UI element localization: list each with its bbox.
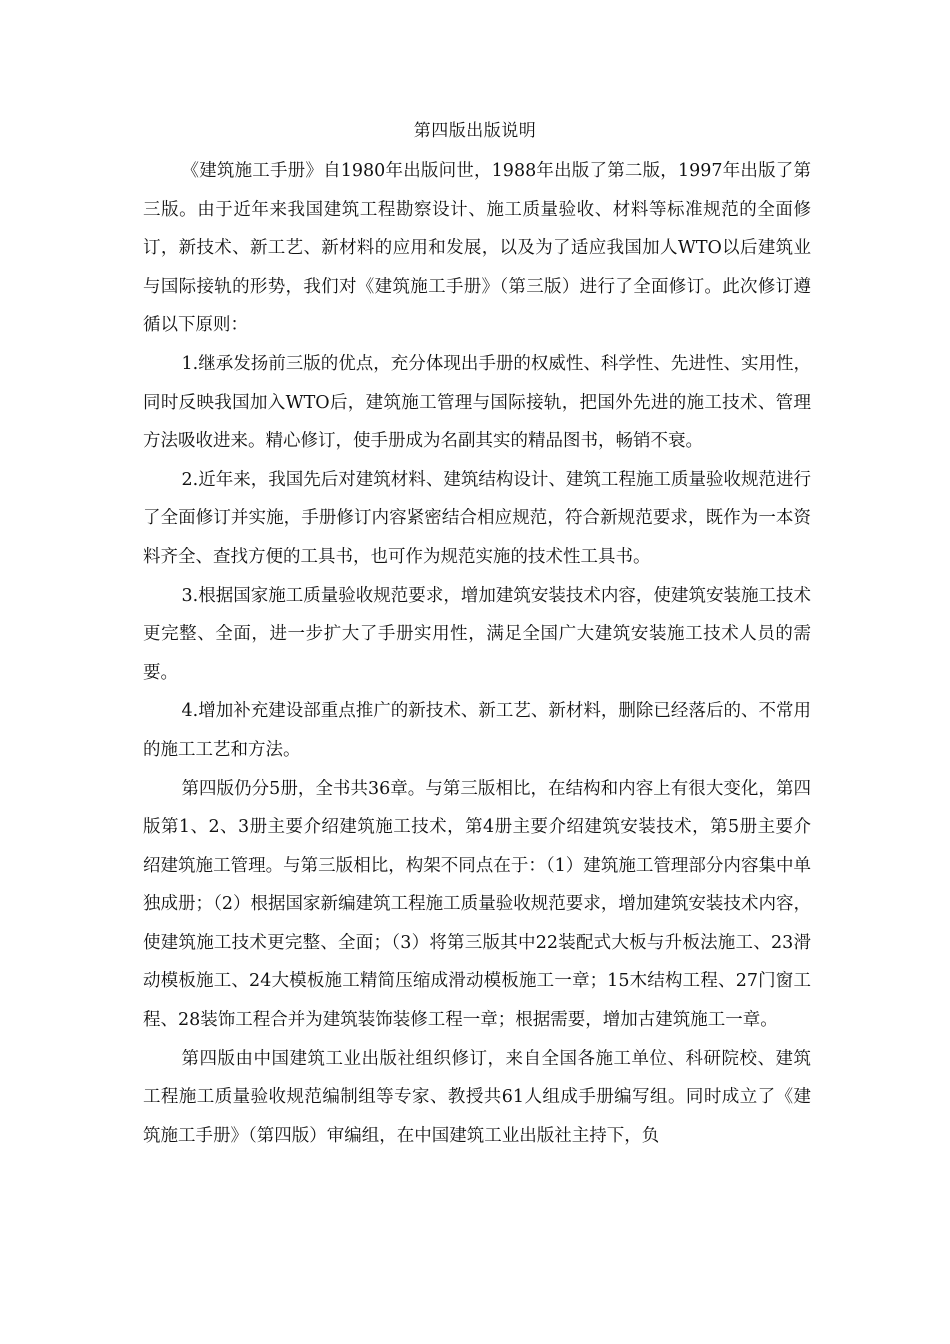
document-body: [143, 152, 811, 1155]
paragraph-editors: 第四版由中国建筑工业出版社组织修订，来自全国各施工单位、科研院校、建筑工程施工质量验收规范编制组等专家、教授共61人组成手册编写组。同时成立了《建筑施工手册》（第四版）审编组，在中国建筑工业出版社主持下，负: [143, 1048, 811, 1146]
paragraph-principle-2: 2.近年来，我国先后对建筑材料、建筑结构设计、建筑工程施工质量验收规范进行了全面修订并实施，手册修订内容紧密结合相应规范，符合新规范要求，既作为一本资料齐全、查找方便的工具书，也可作为规范实施的技术性工具书。: [143, 469, 811, 567]
paragraph-structure: 第四版仍分5册，全书共36章。与第三版相比，在结构和内容上有很大变化，第四版第1、2、3册主要介绍建筑施工技术，第4册主要介绍建筑安装技术，第5册主要介绍建筑施工管理。与第三版相比，构架不同点在于：（1）建筑施工管理部分内容集中单独成册；（2）根据国家新编建筑工程施工质量验收规范要求，增加建筑安装技术内容，使建筑施工技术更完整、全面；（3）将第三版其中22装配式大板与升板法施工、23滑动模板施工、24大模板施工精简压缩成滑动模板施工一章；15木结构工程、27门窗工程、28装饰工程合并为建筑装饰装修工程一章；根据需要，增加古建筑施工一章。: [143, 778, 811, 1031]
paragraph-principle-4: 4.增加补充建设部重点推广的新技术、新工艺、新材料，删除已经落后的、不常用的施工工艺和方法。: [143, 701, 811, 760]
paragraph-intro: 《建筑施工手册》自1980年出版问世，1988年出版了第二版，1997年出版了第三版。由于近年来我国建筑工程勘察设计、施工质量验收、材料等标准规范的全面修订，新技术、新工艺、新材料的应用和发展，以及为了适应我国加人WTO以后建筑业与国际接轨的形势，我们对《建筑施工手册》（第三版）进行了全面修订。此次修订遵循以下原则：: [143, 161, 811, 336]
paragraph-principle-1: 1.继承发扬前三版的优点，充分体现出手册的权威性、科学性、先进性、实用性，同时反映我国加入WTO后，建筑施工管理与国际接轨，把国外先进的施工技术、管理方法吸收进来。精心修订，使手册成为名副其实的精品图书，畅销不衰。: [143, 353, 811, 452]
page-title: 第四版出版说明: [413, 121, 537, 141]
paragraph-principle-3: 3.根据国家施工质量验收规范要求，增加建筑安装技术内容，使建筑安装施工技术更完整、全面，进一步扩大了手册实用性，满足全国广大建筑安装施工技术人员的需要。: [143, 585, 811, 683]
